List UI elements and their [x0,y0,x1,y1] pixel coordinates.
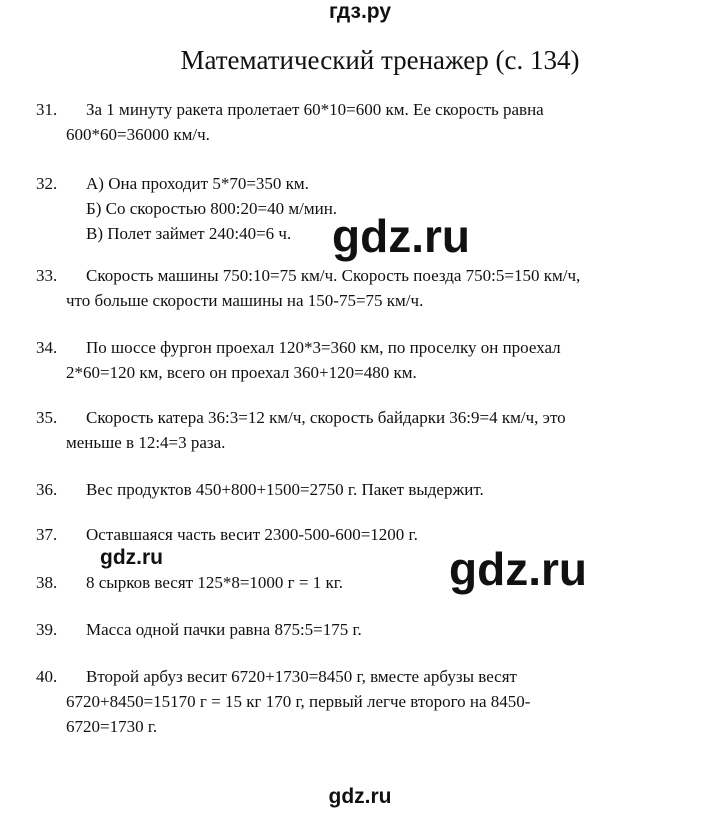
item-text: За 1 минуту ракета пролетает 60*10=600 км. Ее скорость равна [86,100,544,119]
item-text: 6720=1730 г. [66,717,158,736]
item-text: В) Полет займет 240:40=6 ч. [86,224,292,243]
item-text: Второй арбуз весит 6720+1730=8450 г, вместе арбузы весят [86,667,517,686]
item-number: 33. [36,266,58,285]
item-text: 600*60=36000 км/ч. [66,125,210,144]
item-text: меньше в 12:4=3 раза. [66,433,226,452]
list-item [36,477,696,502]
item-number: 39. [36,620,58,639]
watermark-logo: gdz.ru [100,546,163,569]
list-item [36,522,696,547]
item-text: Скорость катера 36:3=12 км/ч, скорость байдарки 36:9=4 км/ч, это [86,408,566,427]
list-item [36,335,696,385]
list-item [36,405,696,455]
item-text: Оставшаяся часть весит 2300-500-600=1200 г. [86,525,418,544]
list-item [36,97,696,147]
item-number: 36. [36,480,58,499]
list-item [36,617,696,642]
item-text: 8 сырков весят 125*8=1000 г = 1 кг. [86,573,344,592]
watermark-logo: gdz.ru [449,543,587,595]
item-text: Скорость машины 750:10=75 км/ч. Скорость поезда 750:5=150 км/ч, [86,266,581,285]
item-text: что больше скорости машины на 150-75=75 км/ч. [66,291,424,310]
list-item [36,263,696,313]
item-text: 6720+8450=15170 г = 15 кг 170 г, первый легче второго на 8450- [66,692,531,711]
item-number: 32. [36,174,58,193]
item-number: 35. [36,408,58,427]
item-text: Вес продуктов 450+800+1500=2750 г. Пакет выдержит. [86,480,484,499]
item-number: 37. [36,525,58,544]
list-item [36,664,696,739]
page-title: Математический тренажер (с. 134) [180,45,580,75]
item-text: Б) Со скоростью 800:20=40 м/мин. [86,199,338,218]
item-text: По шоссе фургон проехал 120*3=360 км, по проселку он проехал [86,338,561,357]
item-number: 38. [36,573,58,592]
footer-watermark: gdz.ru [328,785,392,808]
list-item [36,570,696,595]
item-text: 2*60=120 км, всего он проехал 360+120=480 км. [66,363,417,382]
item-number: 34. [36,338,58,357]
watermark-logo: gdz.ru [332,210,470,262]
item-text: А) Она проходит 5*70=350 км. [86,174,309,193]
item-text: Масса одной пачки равна 875:5=175 г. [86,620,362,639]
site-header: гдз.ру [328,0,392,23]
item-number: 40. [36,667,58,686]
item-number: 31. [36,100,58,119]
